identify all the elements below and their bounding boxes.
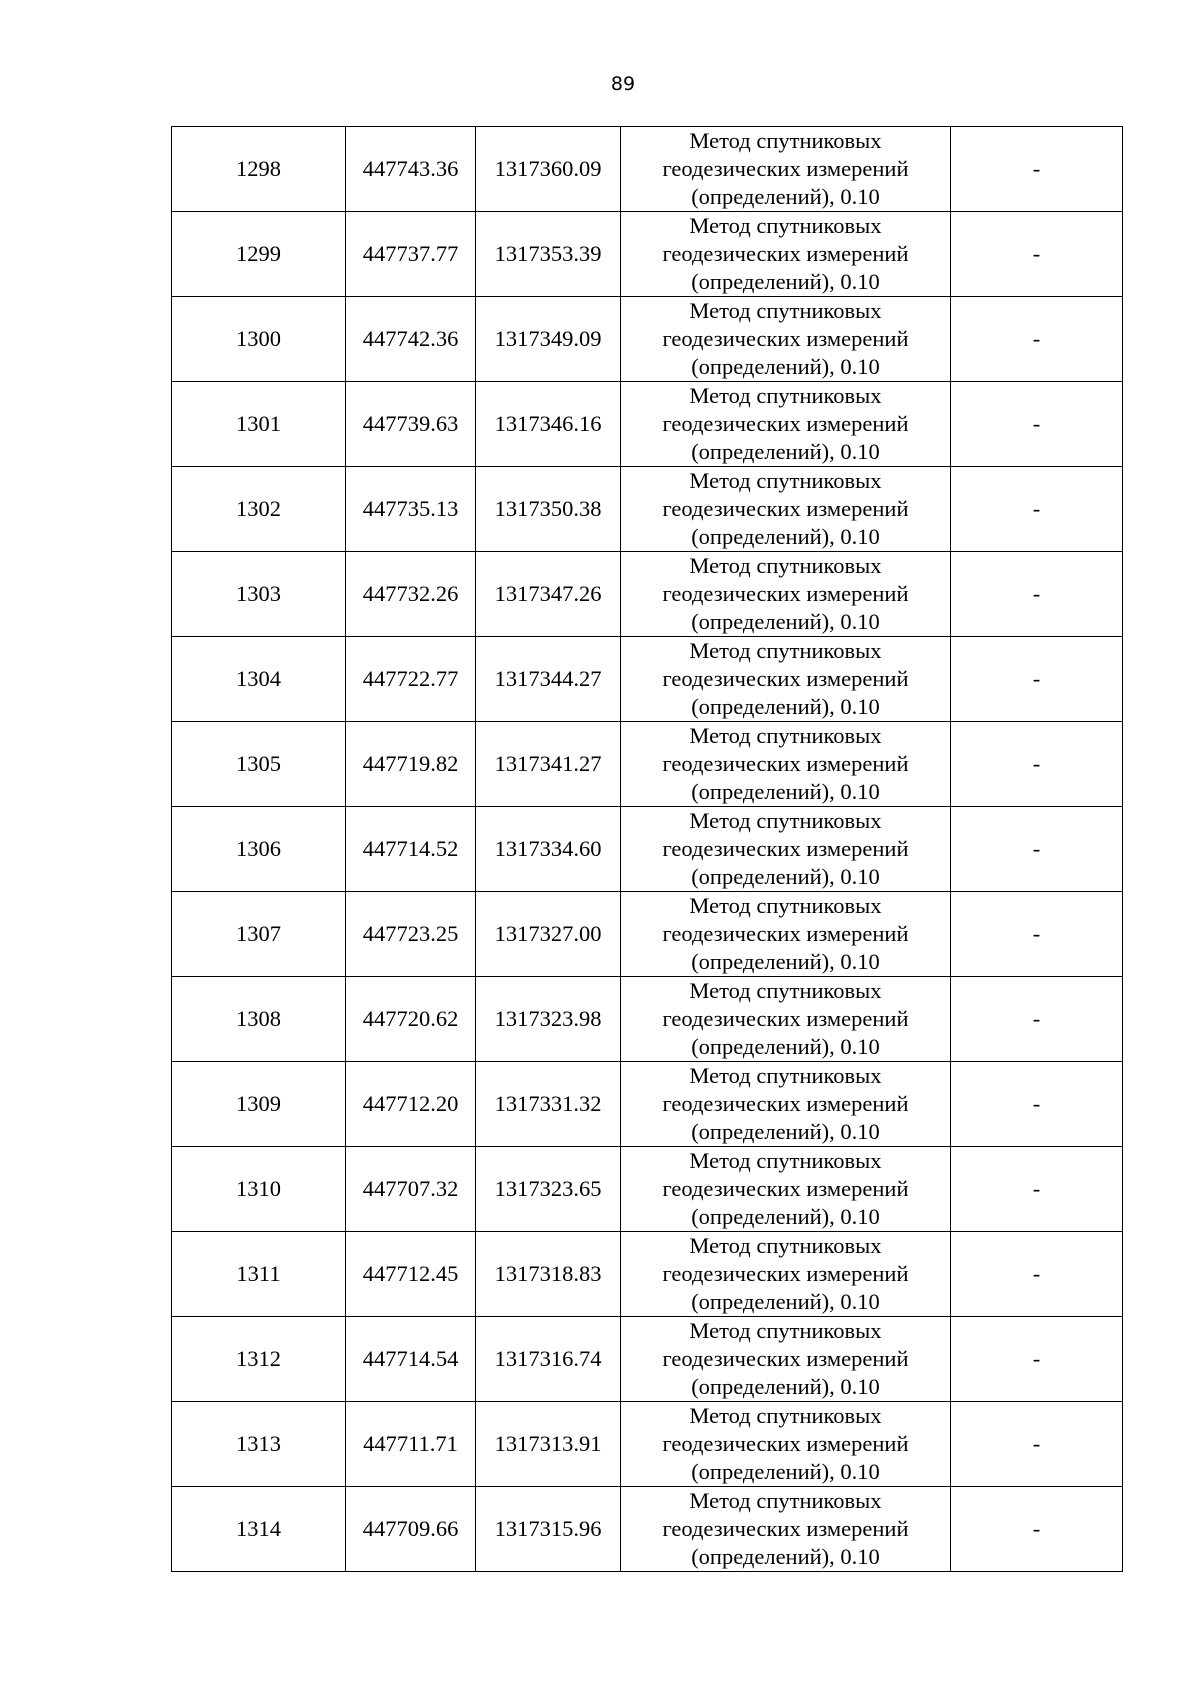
- x-coordinate-cell: 447711.71: [346, 1402, 476, 1487]
- x-coordinate-cell: 447742.36: [346, 297, 476, 382]
- method-line: геодезических измерений: [662, 326, 909, 351]
- point-number-cell: 1305: [172, 722, 346, 807]
- method-line: (определений), 0.10: [691, 949, 880, 974]
- page-number: 89: [610, 73, 636, 95]
- y-coordinate-cell: 1317316.74: [476, 1317, 621, 1402]
- y-coordinate-cell: 1317327.00: [476, 892, 621, 977]
- method-line: (определений), 0.10: [691, 524, 880, 549]
- x-coordinate-cell: 447719.82: [346, 722, 476, 807]
- method-line: Метод спутниковых: [689, 1063, 882, 1088]
- x-coordinate-cell: 447714.54: [346, 1317, 476, 1402]
- note-cell: -: [951, 722, 1123, 807]
- note-cell: -: [951, 1317, 1123, 1402]
- method-line: геодезических измерений: [662, 836, 909, 861]
- y-coordinate-cell: 1317334.60: [476, 807, 621, 892]
- method-cell: [621, 297, 951, 382]
- table-row: [172, 1147, 1123, 1232]
- note-cell: -: [951, 127, 1123, 212]
- method-line: геодезических измерений: [662, 1431, 909, 1456]
- method-line: геодезических измерений: [662, 1091, 909, 1116]
- point-number-cell: 1311: [172, 1232, 346, 1317]
- method-cell: [621, 637, 951, 722]
- table-row: [172, 552, 1123, 637]
- table-row: [172, 1317, 1123, 1402]
- method-cell: [621, 807, 951, 892]
- method-cell: [621, 467, 951, 552]
- table-row: [172, 1487, 1123, 1572]
- y-coordinate-cell: 1317323.65: [476, 1147, 621, 1232]
- method-cell: [621, 1317, 951, 1402]
- point-number-cell: 1299: [172, 212, 346, 297]
- point-number-cell: 1303: [172, 552, 346, 637]
- coordinates-table: [171, 126, 1123, 1572]
- method-cell: [621, 722, 951, 807]
- x-coordinate-cell: 447739.63: [346, 382, 476, 467]
- table-row: [172, 977, 1123, 1062]
- table-row: [172, 127, 1123, 212]
- note-cell: -: [951, 977, 1123, 1062]
- method-line: Метод спутниковых: [689, 1233, 882, 1258]
- point-number-cell: 1306: [172, 807, 346, 892]
- table-row: [172, 722, 1123, 807]
- table-row: [172, 297, 1123, 382]
- method-line: (определений), 0.10: [691, 864, 880, 889]
- method-line: Метод спутниковых: [689, 808, 882, 833]
- method-line: Метод спутниковых: [689, 468, 882, 493]
- y-coordinate-cell: 1317350.38: [476, 467, 621, 552]
- method-cell: [621, 1487, 951, 1572]
- method-line: геодезических измерений: [662, 411, 909, 436]
- method-line: (определений), 0.10: [691, 1289, 880, 1314]
- method-line: Метод спутниковых: [689, 978, 882, 1003]
- y-coordinate-cell: 1317331.32: [476, 1062, 621, 1147]
- method-line: (определений), 0.10: [691, 779, 880, 804]
- method-line: геодезических измерений: [662, 496, 909, 521]
- note-cell: -: [951, 1062, 1123, 1147]
- method-line: геодезических измерений: [662, 1006, 909, 1031]
- method-line: (определений), 0.10: [691, 439, 880, 464]
- method-line: Метод спутниковых: [689, 893, 882, 918]
- method-cell: [621, 1232, 951, 1317]
- point-number-cell: 1302: [172, 467, 346, 552]
- table-row: [172, 1232, 1123, 1317]
- note-cell: -: [951, 637, 1123, 722]
- point-number-cell: 1310: [172, 1147, 346, 1232]
- y-coordinate-cell: 1317360.09: [476, 127, 621, 212]
- method-line: геодезических измерений: [662, 751, 909, 776]
- note-cell: -: [951, 212, 1123, 297]
- x-coordinate-cell: 447714.52: [346, 807, 476, 892]
- x-coordinate-cell: 447737.77: [346, 212, 476, 297]
- method-cell: [621, 212, 951, 297]
- method-cell: [621, 382, 951, 467]
- table-body: [172, 127, 1123, 1572]
- y-coordinate-cell: 1317347.26: [476, 552, 621, 637]
- x-coordinate-cell: 447709.66: [346, 1487, 476, 1572]
- y-coordinate-cell: 1317341.27: [476, 722, 621, 807]
- method-line: Метод спутниковых: [689, 1403, 882, 1428]
- note-cell: -: [951, 1147, 1123, 1232]
- method-line: геодезических измерений: [662, 581, 909, 606]
- x-coordinate-cell: 447722.77: [346, 637, 476, 722]
- method-cell: [621, 1402, 951, 1487]
- table-row: [172, 1402, 1123, 1487]
- method-line: Метод спутниковых: [689, 383, 882, 408]
- method-line: Метод спутниковых: [689, 1148, 882, 1173]
- point-number-cell: 1308: [172, 977, 346, 1062]
- method-line: Метод спутниковых: [689, 213, 882, 238]
- method-line: Метод спутниковых: [689, 128, 882, 153]
- note-cell: -: [951, 1232, 1123, 1317]
- method-line: Метод спутниковых: [689, 1318, 882, 1343]
- y-coordinate-cell: 1317323.98: [476, 977, 621, 1062]
- method-line: геодезических измерений: [662, 241, 909, 266]
- x-coordinate-cell: 447707.32: [346, 1147, 476, 1232]
- method-line: (определений), 0.10: [691, 694, 880, 719]
- method-line: геодезических измерений: [662, 156, 909, 181]
- method-line: геодезических измерений: [662, 921, 909, 946]
- method-line: Метод спутниковых: [689, 1488, 882, 1513]
- x-coordinate-cell: 447720.62: [346, 977, 476, 1062]
- method-cell: [621, 1147, 951, 1232]
- note-cell: -: [951, 892, 1123, 977]
- y-coordinate-cell: 1317349.09: [476, 297, 621, 382]
- point-number-cell: 1300: [172, 297, 346, 382]
- note-cell: -: [951, 807, 1123, 892]
- point-number-cell: 1298: [172, 127, 346, 212]
- method-cell: [621, 552, 951, 637]
- y-coordinate-cell: 1317315.96: [476, 1487, 621, 1572]
- note-cell: -: [951, 382, 1123, 467]
- note-cell: -: [951, 1402, 1123, 1487]
- note-cell: -: [951, 1487, 1123, 1572]
- point-number-cell: 1313: [172, 1402, 346, 1487]
- x-coordinate-cell: 447743.36: [346, 127, 476, 212]
- note-cell: -: [951, 467, 1123, 552]
- method-cell: [621, 127, 951, 212]
- method-cell: [621, 1062, 951, 1147]
- point-number-cell: 1314: [172, 1487, 346, 1572]
- y-coordinate-cell: 1317344.27: [476, 637, 621, 722]
- table-row: [172, 637, 1123, 722]
- table-row: [172, 807, 1123, 892]
- method-line: (определений), 0.10: [691, 1119, 880, 1144]
- method-line: (определений), 0.10: [691, 1204, 880, 1229]
- point-number-cell: 1301: [172, 382, 346, 467]
- method-cell: [621, 977, 951, 1062]
- method-cell: [621, 892, 951, 977]
- point-number-cell: 1307: [172, 892, 346, 977]
- method-line: геодезических измерений: [662, 1516, 909, 1541]
- point-number-cell: 1312: [172, 1317, 346, 1402]
- method-line: геодезических измерений: [662, 666, 909, 691]
- x-coordinate-cell: 447732.26: [346, 552, 476, 637]
- y-coordinate-cell: 1317313.91: [476, 1402, 621, 1487]
- table-row: [172, 467, 1123, 552]
- method-line: (определений), 0.10: [691, 184, 880, 209]
- method-line: Метод спутниковых: [689, 298, 882, 323]
- method-line: (определений), 0.10: [691, 1374, 880, 1399]
- method-line: геодезических измерений: [662, 1346, 909, 1371]
- note-cell: -: [951, 552, 1123, 637]
- method-line: геодезических измерений: [662, 1261, 909, 1286]
- method-line: (определений), 0.10: [691, 1034, 880, 1059]
- method-line: (определений), 0.10: [691, 1459, 880, 1484]
- method-line: Метод спутниковых: [689, 723, 882, 748]
- point-number-cell: 1304: [172, 637, 346, 722]
- x-coordinate-cell: 447712.45: [346, 1232, 476, 1317]
- note-cell: -: [951, 297, 1123, 382]
- x-coordinate-cell: 447723.25: [346, 892, 476, 977]
- method-line: геодезических измерений: [662, 1176, 909, 1201]
- y-coordinate-cell: 1317318.83: [476, 1232, 621, 1317]
- point-number-cell: 1309: [172, 1062, 346, 1147]
- table-row: [172, 382, 1123, 467]
- x-coordinate-cell: 447735.13: [346, 467, 476, 552]
- method-line: (определений), 0.10: [691, 354, 880, 379]
- y-coordinate-cell: 1317346.16: [476, 382, 621, 467]
- method-line: Метод спутниковых: [689, 553, 882, 578]
- y-coordinate-cell: 1317353.39: [476, 212, 621, 297]
- table-row: [172, 1062, 1123, 1147]
- method-line: (определений), 0.10: [691, 269, 880, 294]
- method-line: (определений), 0.10: [691, 609, 880, 634]
- table-row: [172, 892, 1123, 977]
- method-line: (определений), 0.10: [691, 1544, 880, 1569]
- x-coordinate-cell: 447712.20: [346, 1062, 476, 1147]
- method-line: Метод спутниковых: [689, 638, 882, 663]
- table-row: [172, 212, 1123, 297]
